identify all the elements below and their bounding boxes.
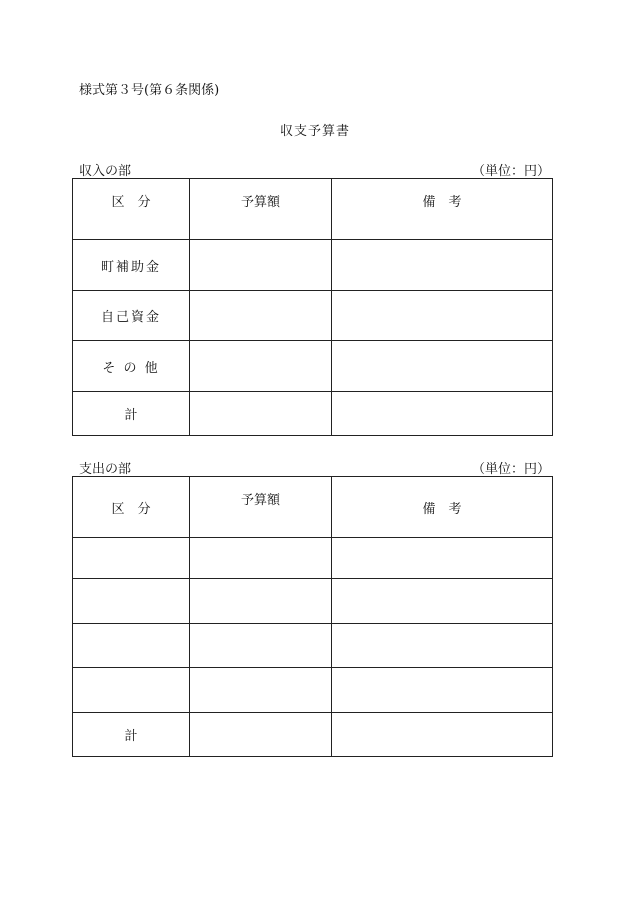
income-row-category: そ の 他	[73, 341, 190, 392]
expense-total-budget-cell[interactable]	[190, 713, 332, 757]
expense-row-budget-cell[interactable]	[190, 579, 332, 624]
income-total-label: 計	[73, 392, 190, 436]
income-row-budget-cell[interactable]	[190, 240, 332, 291]
income-header-budget: 予算額	[190, 179, 332, 240]
income-row-remarks-cell[interactable]	[332, 341, 553, 392]
table-row	[73, 341, 553, 392]
table-row	[73, 392, 553, 436]
expense-section-title: 支出の部	[79, 462, 132, 477]
expense-header-row	[73, 477, 553, 538]
income-table	[72, 178, 553, 436]
income-total-budget-cell[interactable]	[190, 392, 332, 436]
income-row-remarks-cell[interactable]	[332, 240, 553, 291]
income-row-budget-cell[interactable]	[190, 291, 332, 341]
table-row	[73, 291, 553, 341]
expense-row-remarks-cell[interactable]	[332, 624, 553, 668]
expense-total-remarks-cell[interactable]	[332, 713, 553, 757]
expense-row-category-cell[interactable]	[73, 579, 190, 624]
table-row	[73, 579, 553, 624]
income-row-category: 町補助金	[73, 240, 190, 291]
income-total-remarks-cell[interactable]	[332, 392, 553, 436]
income-header-remarks: 備 考	[332, 179, 553, 240]
table-row	[73, 713, 553, 757]
document-title: 収支予算書	[279, 124, 350, 139]
expense-row-remarks-cell[interactable]	[332, 579, 553, 624]
income-header-category: 区 分	[73, 179, 190, 240]
table-row	[73, 240, 553, 291]
income-unit-label: （単位：円）	[471, 164, 550, 179]
expense-row-budget-cell[interactable]	[190, 624, 332, 668]
income-row-budget-cell[interactable]	[190, 341, 332, 392]
expense-header-category: 区 分	[73, 477, 190, 538]
expense-row-category-cell[interactable]	[73, 538, 190, 579]
form-number: 様式第３号(第６条関係)	[79, 83, 220, 98]
expense-header-remarks: 備 考	[332, 477, 553, 538]
income-row-remarks-cell[interactable]	[332, 291, 553, 341]
expense-row-remarks-cell[interactable]	[332, 538, 553, 579]
table-row	[73, 668, 553, 713]
income-section-title: 収入の部	[79, 164, 132, 179]
expense-unit-label: （単位：円）	[471, 462, 550, 477]
income-row-category: 自己資金	[73, 291, 190, 341]
expense-total-label: 計	[73, 713, 190, 757]
expense-row-budget-cell[interactable]	[190, 668, 332, 713]
expense-row-category-cell[interactable]	[73, 668, 190, 713]
expense-row-budget-cell[interactable]	[190, 538, 332, 579]
expense-header-budget: 予算額	[190, 477, 332, 538]
expense-row-remarks-cell[interactable]	[332, 668, 553, 713]
table-row	[73, 538, 553, 579]
expense-table	[72, 476, 553, 757]
table-row	[73, 624, 553, 668]
income-header-row	[73, 179, 553, 240]
expense-row-category-cell[interactable]	[73, 624, 190, 668]
